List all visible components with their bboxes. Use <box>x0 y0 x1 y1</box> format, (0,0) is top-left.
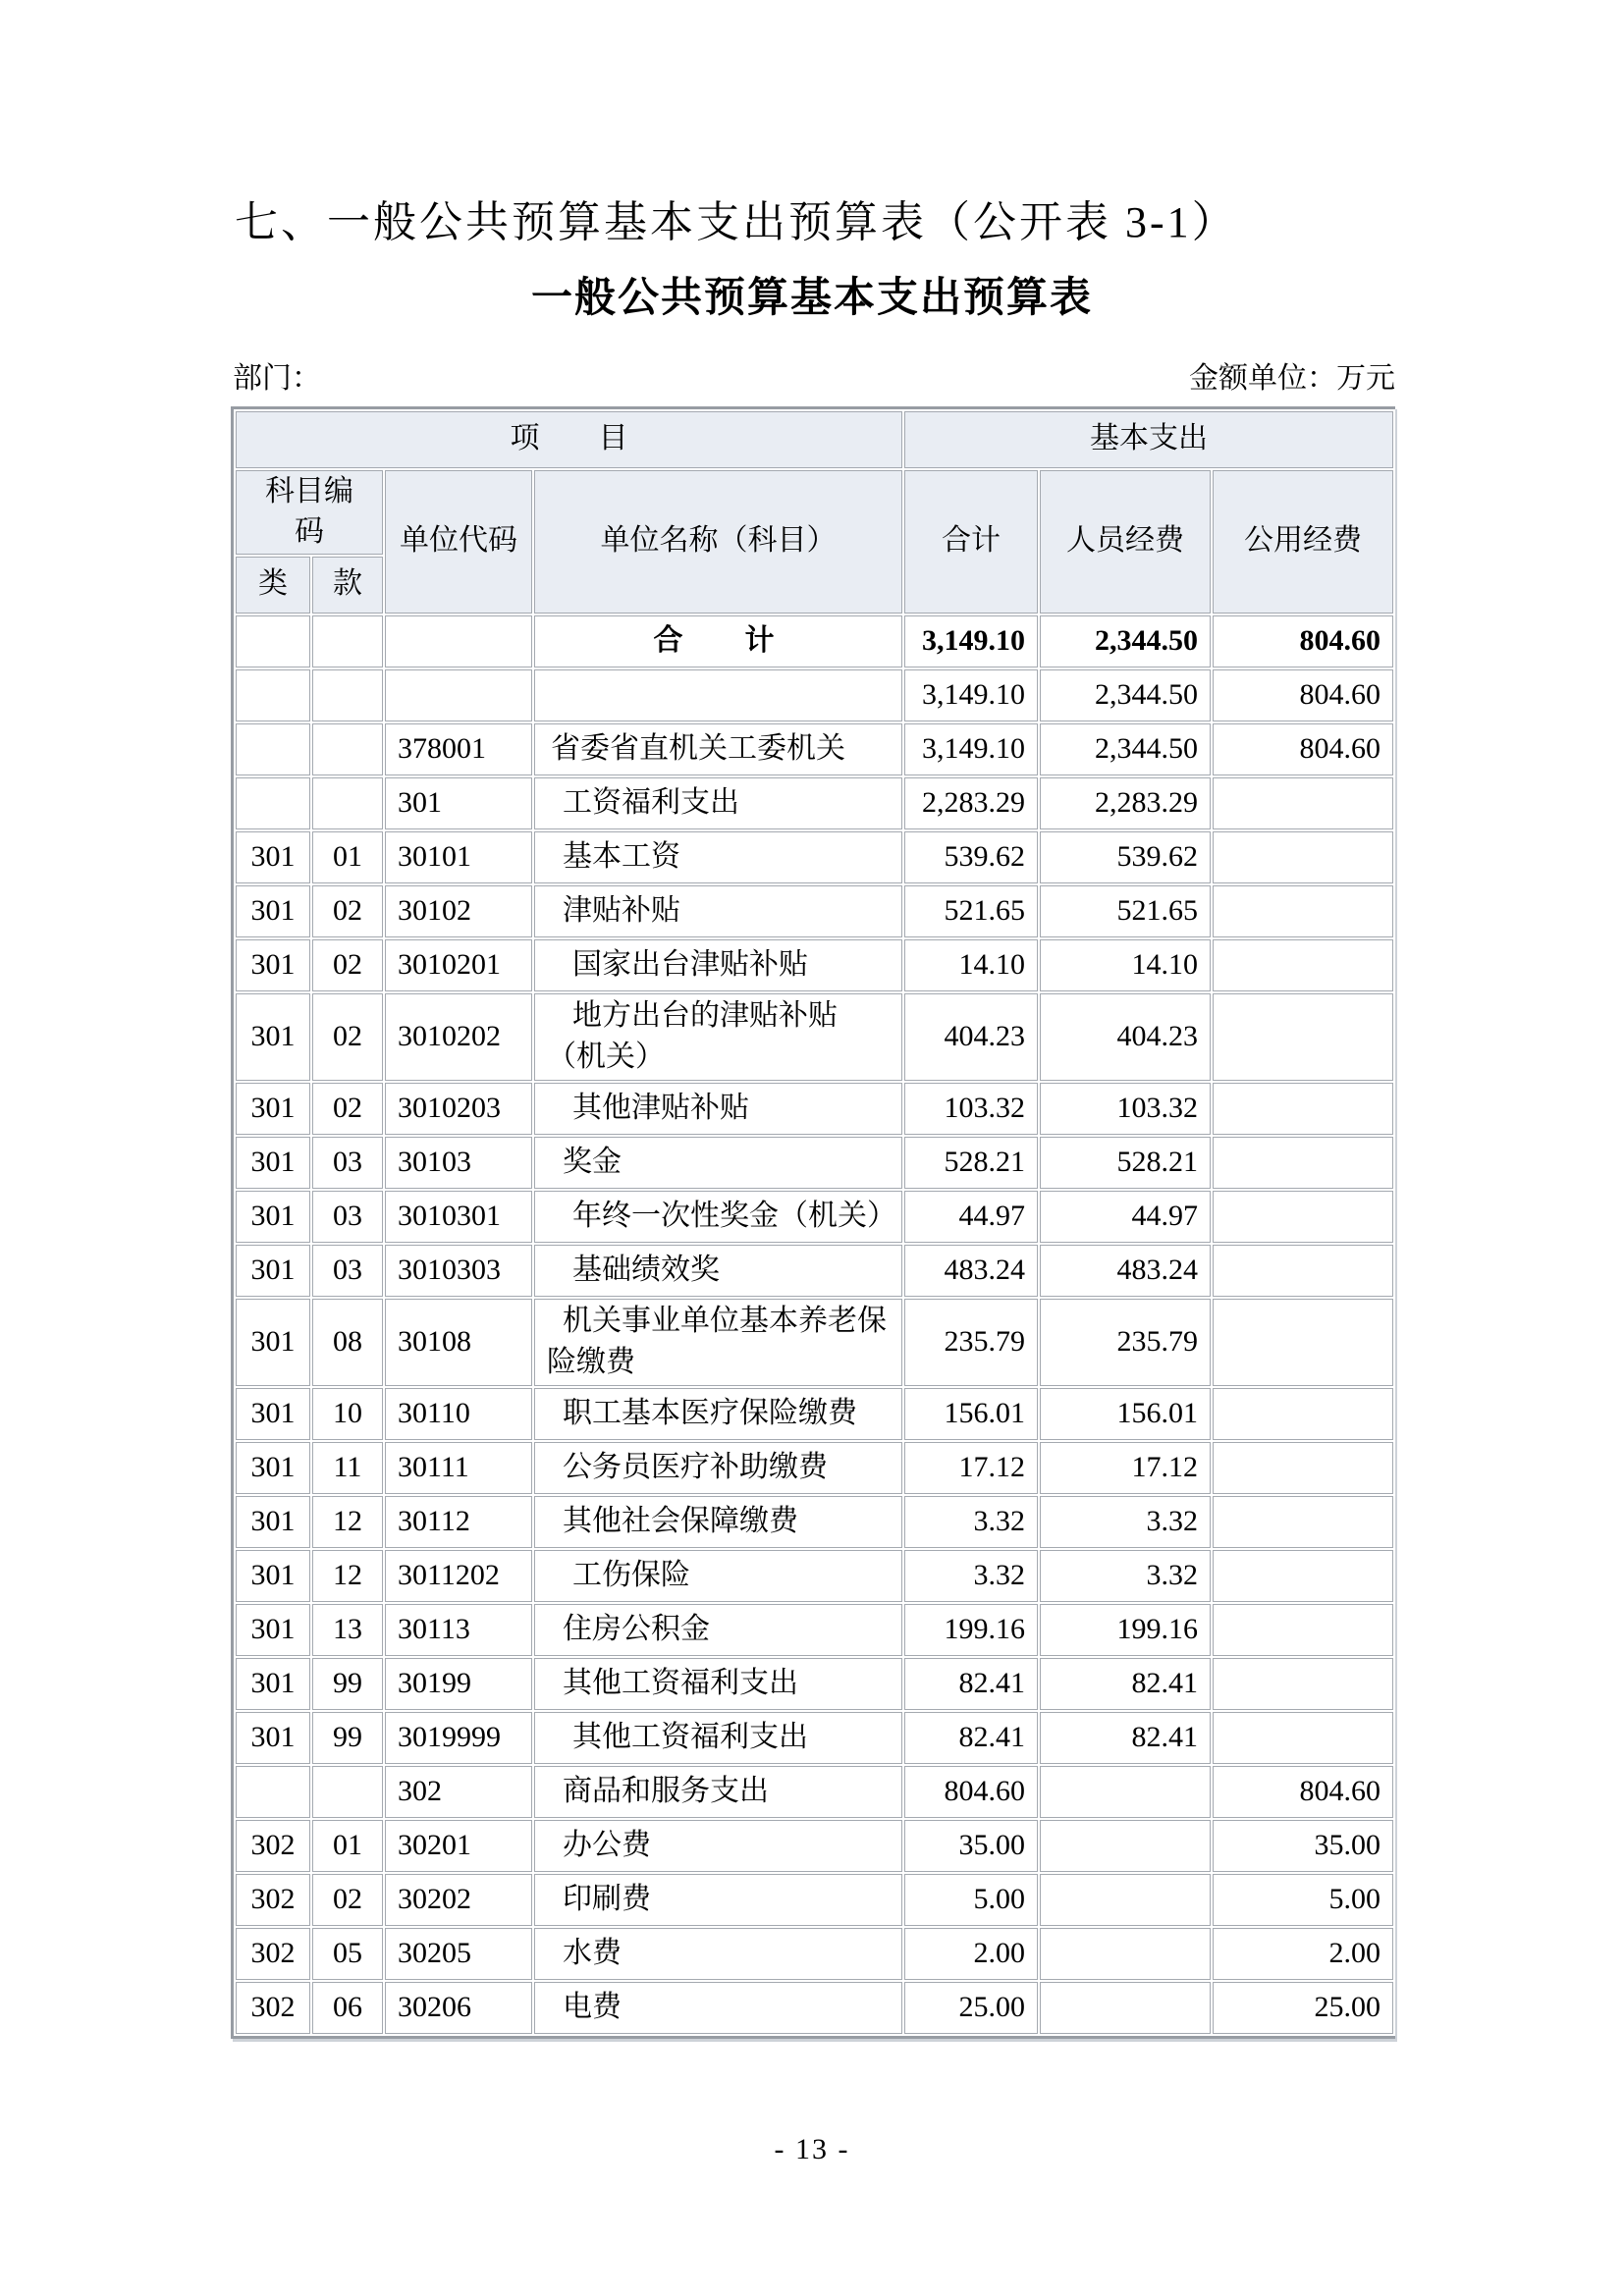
cell-public <box>1213 1245 1393 1297</box>
cell-public <box>1213 1083 1393 1135</box>
cell-unit-name <box>534 669 902 721</box>
cell-section-code: 12 <box>312 1496 383 1548</box>
cell-class-code <box>236 723 310 775</box>
section-title: 七、一般公共预算基本支出预算表（公开表 3-1） <box>235 198 1238 246</box>
table-row <box>236 1083 1393 1135</box>
cell-total: 156.01 <box>904 1388 1038 1440</box>
cell-personnel: 235.79 <box>1040 1299 1211 1386</box>
header-class: 类 <box>236 557 310 614</box>
cell-class-code: 301 <box>236 1083 310 1135</box>
table-row <box>236 885 1393 937</box>
cell-section-code: 99 <box>312 1712 383 1764</box>
cell-class-code: 301 <box>236 1496 310 1548</box>
header-subject-code <box>236 470 383 555</box>
cell-unit-name: 办公费 <box>534 1820 902 1872</box>
cell-total: 2.00 <box>904 1928 1038 1980</box>
cell-unit-name: 合 计 <box>534 615 902 667</box>
cell-unit-name: 公务员医疗补助缴费 <box>534 1442 902 1494</box>
cell-public <box>1213 939 1393 991</box>
table-row <box>236 1658 1393 1710</box>
cell-personnel: 199.16 <box>1040 1604 1211 1656</box>
cell-section-code: 02 <box>312 1874 383 1926</box>
cell-unit-code: 378001 <box>385 723 532 775</box>
cell-total: 804.60 <box>904 1766 1038 1818</box>
cell-unit-name: 电费 <box>534 1982 902 2034</box>
cell-unit-name: 机关事业单位基本养老保险缴费 <box>534 1299 902 1386</box>
table-row <box>236 615 1393 667</box>
cell-section-code <box>312 669 383 721</box>
cell-section-code: 05 <box>312 1928 383 1980</box>
cell-class-code <box>236 669 310 721</box>
cell-personnel <box>1040 1928 1211 1980</box>
cell-public <box>1213 1712 1393 1764</box>
table-row <box>236 1550 1393 1602</box>
cell-public <box>1213 885 1393 937</box>
cell-unit-code: 30101 <box>385 831 532 883</box>
cell-public: 35.00 <box>1213 1820 1393 1872</box>
cell-class-code: 302 <box>236 1928 310 1980</box>
cell-section-code: 02 <box>312 993 383 1081</box>
cell-personnel: 539.62 <box>1040 831 1211 883</box>
cell-total: 103.32 <box>904 1083 1038 1135</box>
cell-class-code: 301 <box>236 831 310 883</box>
cell-total: 404.23 <box>904 993 1038 1081</box>
cell-class-code: 301 <box>236 1299 310 1386</box>
cell-unit-name: 其他工资福利支出 <box>534 1712 902 1764</box>
cell-unit-code: 30112 <box>385 1496 532 1548</box>
table-row <box>236 723 1393 775</box>
cell-public <box>1213 993 1393 1081</box>
table-row <box>236 1388 1393 1440</box>
cell-class-code <box>236 615 310 667</box>
cell-total: 3,149.10 <box>904 615 1038 667</box>
cell-section-code: 12 <box>312 1550 383 1602</box>
table-row <box>236 1604 1393 1656</box>
cell-unit-code: 3019999 <box>385 1712 532 1764</box>
cell-total: 3,149.10 <box>904 669 1038 721</box>
cell-class-code: 301 <box>236 1137 310 1189</box>
cell-public: 25.00 <box>1213 1982 1393 2034</box>
cell-unit-name: 基础绩效奖 <box>534 1245 902 1297</box>
cell-public <box>1213 1604 1393 1656</box>
cell-public <box>1213 1658 1393 1710</box>
cell-section-code: 02 <box>312 1083 383 1135</box>
cell-personnel: 521.65 <box>1040 885 1211 937</box>
cell-class-code: 301 <box>236 1388 310 1440</box>
cell-total: 539.62 <box>904 831 1038 883</box>
cell-section-code: 01 <box>312 831 383 883</box>
cell-class-code: 302 <box>236 1874 310 1926</box>
cell-unit-name: 国家出台津贴补贴 <box>534 939 902 991</box>
cell-personnel: 3.32 <box>1040 1496 1211 1548</box>
cell-unit-code: 30201 <box>385 1820 532 1872</box>
cell-class-code: 301 <box>236 885 310 937</box>
cell-public <box>1213 777 1393 829</box>
cell-section-code: 03 <box>312 1245 383 1297</box>
cell-personnel: 156.01 <box>1040 1388 1211 1440</box>
cell-unit-code: 30102 <box>385 885 532 937</box>
cell-unit-name: 年终一次性奖金（机关） <box>534 1191 902 1243</box>
cell-unit-code <box>385 669 532 721</box>
cell-class-code: 301 <box>236 1550 310 1602</box>
cell-unit-name: 其他社会保障缴费 <box>534 1496 902 1548</box>
cell-class-code: 301 <box>236 1604 310 1656</box>
table-row <box>236 1299 1393 1386</box>
cell-total: 521.65 <box>904 885 1038 937</box>
cell-unit-code: 3011202 <box>385 1550 532 1602</box>
cell-unit-code: 3010203 <box>385 1083 532 1135</box>
cell-public: 804.60 <box>1213 615 1393 667</box>
cell-total: 528.21 <box>904 1137 1038 1189</box>
cell-class-code: 301 <box>236 1245 310 1297</box>
cell-unit-name: 工伤保险 <box>534 1550 902 1602</box>
cell-total: 2,283.29 <box>904 777 1038 829</box>
cell-personnel: 2,344.50 <box>1040 723 1211 775</box>
cell-unit-code: 302 <box>385 1766 532 1818</box>
cell-unit-code: 30113 <box>385 1604 532 1656</box>
cell-section-code: 02 <box>312 885 383 937</box>
cell-personnel: 17.12 <box>1040 1442 1211 1494</box>
cell-unit-code: 30206 <box>385 1982 532 2034</box>
cell-personnel: 483.24 <box>1040 1245 1211 1297</box>
amount-unit-label: 金额单位：万元 <box>1189 361 1395 395</box>
table-row <box>236 939 1393 991</box>
cell-unit-code: 30202 <box>385 1874 532 1926</box>
cell-class-code <box>236 1766 310 1818</box>
cell-unit-code: 30110 <box>385 1388 532 1440</box>
cell-unit-name: 职工基本医疗保险缴费 <box>534 1388 902 1440</box>
cell-unit-name: 省委省直机关工委机关 <box>534 723 902 775</box>
table-row <box>236 777 1393 829</box>
table-row <box>236 669 1393 721</box>
cell-unit-code: 3010202 <box>385 993 532 1081</box>
cell-public: 5.00 <box>1213 1874 1393 1926</box>
header-group-row <box>236 411 1393 468</box>
cell-class-code: 301 <box>236 1712 310 1764</box>
cell-unit-name: 基本工资 <box>534 831 902 883</box>
cell-unit-code: 30199 <box>385 1658 532 1710</box>
cell-section-code: 11 <box>312 1442 383 1494</box>
cell-personnel: 3.32 <box>1040 1550 1211 1602</box>
cell-personnel: 2,344.50 <box>1040 615 1211 667</box>
cell-total: 483.24 <box>904 1245 1038 1297</box>
cell-unit-code: 30103 <box>385 1137 532 1189</box>
cell-unit-name: 水费 <box>534 1928 902 1980</box>
cell-public <box>1213 831 1393 883</box>
cell-personnel: 103.32 <box>1040 1083 1211 1135</box>
cell-public <box>1213 1191 1393 1243</box>
cell-section-code: 13 <box>312 1604 383 1656</box>
cell-public <box>1213 1442 1393 1494</box>
cell-unit-name: 奖金 <box>534 1137 902 1189</box>
cell-unit-code: 30111 <box>385 1442 532 1494</box>
cell-section-code <box>312 615 383 667</box>
header-unit-name: 单位名称（科目） <box>534 470 902 614</box>
cell-public: 804.60 <box>1213 669 1393 721</box>
cell-personnel <box>1040 1874 1211 1926</box>
cell-unit-code <box>385 615 532 667</box>
cell-class-code: 301 <box>236 1442 310 1494</box>
cell-personnel: 82.41 <box>1040 1712 1211 1764</box>
cell-personnel <box>1040 1820 1211 1872</box>
header-total: 合计 <box>904 470 1038 614</box>
cell-personnel: 528.21 <box>1040 1137 1211 1189</box>
cell-unit-code: 30108 <box>385 1299 532 1386</box>
cell-class-code <box>236 777 310 829</box>
cell-total: 3.32 <box>904 1550 1038 1602</box>
cell-personnel <box>1040 1982 1211 2034</box>
cell-total: 235.79 <box>904 1299 1038 1386</box>
table-row <box>236 1442 1393 1494</box>
cell-section-code <box>312 1766 383 1818</box>
cell-section-code <box>312 777 383 829</box>
table-row <box>236 1874 1393 1926</box>
header-public: 公用经费 <box>1213 470 1393 614</box>
cell-unit-name: 地方出台的津贴补贴（机关） <box>534 993 902 1081</box>
cell-section-code: 03 <box>312 1191 383 1243</box>
cell-class-code: 301 <box>236 993 310 1081</box>
cell-personnel <box>1040 1766 1211 1818</box>
cell-public <box>1213 1137 1393 1189</box>
cell-unit-name: 工资福利支出 <box>534 777 902 829</box>
cell-unit-code: 3010301 <box>385 1191 532 1243</box>
cell-section-code: 01 <box>312 1820 383 1872</box>
cell-section-code: 08 <box>312 1299 383 1386</box>
cell-personnel: 2,283.29 <box>1040 777 1211 829</box>
cell-total: 17.12 <box>904 1442 1038 1494</box>
table-row <box>236 1712 1393 1764</box>
budget-table-wrapper <box>231 406 1395 2039</box>
header-personnel: 人员经费 <box>1040 470 1211 614</box>
cell-public: 2.00 <box>1213 1928 1393 1980</box>
cell-unit-code: 301 <box>385 777 532 829</box>
cell-unit-code: 30205 <box>385 1928 532 1980</box>
header-basic-expenditure: 基本支出 <box>904 411 1393 468</box>
cell-section-code: 99 <box>312 1658 383 1710</box>
table-row <box>236 1928 1393 1980</box>
cell-section-code: 02 <box>312 939 383 991</box>
cell-total: 82.41 <box>904 1658 1038 1710</box>
cell-personnel: 404.23 <box>1040 993 1211 1081</box>
table-title: 一般公共预算基本支出预算表 <box>530 274 1093 321</box>
header-section: 款 <box>312 557 383 614</box>
table-row <box>236 1982 1393 2034</box>
header-subject-code-text: 科目编码 <box>265 475 353 548</box>
header-project: 项 目 <box>236 411 902 468</box>
cell-public <box>1213 1299 1393 1386</box>
table-row <box>236 1245 1393 1297</box>
cell-public <box>1213 1388 1393 1440</box>
budget-table <box>234 409 1395 2036</box>
header-main-row <box>236 470 1393 555</box>
department-label: 部门： <box>233 361 321 395</box>
cell-unit-name: 其他津贴补贴 <box>534 1083 902 1135</box>
header-unit-code: 单位代码 <box>385 470 532 614</box>
cell-unit-name: 商品和服务支出 <box>534 1766 902 1818</box>
cell-unit-code: 3010303 <box>385 1245 532 1297</box>
cell-section-code: 10 <box>312 1388 383 1440</box>
cell-class-code: 302 <box>236 1982 310 2034</box>
cell-unit-name: 印刷费 <box>534 1874 902 1926</box>
cell-total: 14.10 <box>904 939 1038 991</box>
page-number: - 13 - <box>774 2133 850 2166</box>
table-header <box>236 411 1393 614</box>
cell-total: 3.32 <box>904 1496 1038 1548</box>
table-row <box>236 1191 1393 1243</box>
cell-class-code: 301 <box>236 939 310 991</box>
cell-public: 804.60 <box>1213 1766 1393 1818</box>
cell-personnel: 14.10 <box>1040 939 1211 991</box>
table-body <box>236 615 1393 2034</box>
table-row <box>236 1496 1393 1548</box>
cell-unit-code: 3010201 <box>385 939 532 991</box>
cell-personnel: 44.97 <box>1040 1191 1211 1243</box>
cell-unit-name: 住房公积金 <box>534 1604 902 1656</box>
cell-public: 804.60 <box>1213 723 1393 775</box>
cell-unit-name: 津贴补贴 <box>534 885 902 937</box>
cell-public <box>1213 1550 1393 1602</box>
cell-personnel: 82.41 <box>1040 1658 1211 1710</box>
cell-total: 44.97 <box>904 1191 1038 1243</box>
cell-section-code: 03 <box>312 1137 383 1189</box>
cell-total: 199.16 <box>904 1604 1038 1656</box>
cell-class-code: 302 <box>236 1820 310 1872</box>
cell-section-code: 06 <box>312 1982 383 2034</box>
cell-total: 35.00 <box>904 1820 1038 1872</box>
cell-unit-name: 其他工资福利支出 <box>534 1658 902 1710</box>
cell-total: 25.00 <box>904 1982 1038 2034</box>
table-row <box>236 1820 1393 1872</box>
table-row <box>236 831 1393 883</box>
cell-total: 3,149.10 <box>904 723 1038 775</box>
cell-section-code <box>312 723 383 775</box>
cell-class-code: 301 <box>236 1191 310 1243</box>
table-row <box>236 1137 1393 1189</box>
cell-public <box>1213 1496 1393 1548</box>
cell-total: 82.41 <box>904 1712 1038 1764</box>
cell-class-code: 301 <box>236 1658 310 1710</box>
table-row <box>236 1766 1393 1818</box>
cell-personnel: 2,344.50 <box>1040 669 1211 721</box>
table-meta-row <box>233 361 1395 397</box>
cell-total: 5.00 <box>904 1874 1038 1926</box>
table-row <box>236 993 1393 1081</box>
